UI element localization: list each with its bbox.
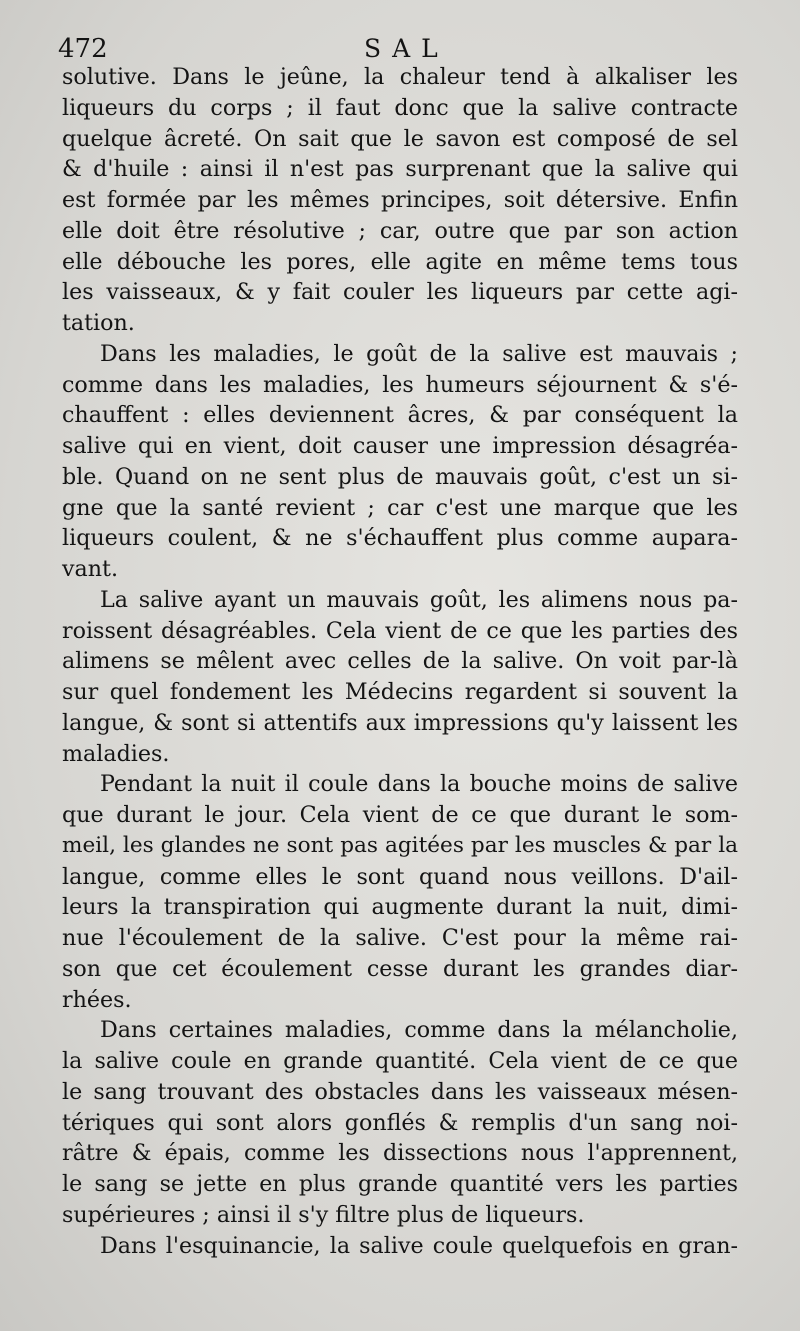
text-line: sur quel fondement les Médecins regardent si souvent la (62, 679, 738, 705)
text-line: quelque âcreté. On sait que le savon est composé de sel (62, 125, 738, 152)
paragraph-1 (62, 62, 738, 339)
text-line: le sang trouvant des obstacles dans les vaisseaux mésen- (62, 1078, 738, 1105)
text-line: ble. Quand on ne sent plus de mauvais goût, c'est un si- (62, 463, 738, 490)
text-line: chauffent : elles deviennent âcres, & par conséquent la (62, 402, 738, 429)
text-line: liqueurs coulent, & ne s'échauffent plus comme aupara- (62, 525, 738, 552)
text-line: gne que la santé revient ; car c'est une marque que les (62, 494, 738, 521)
paragraph-6 (62, 1231, 738, 1262)
paragraph-2 (62, 339, 738, 585)
text-line: & d'huile : ainsi il n'est pas surprenant que la salive qui (62, 156, 738, 183)
paragraph-3 (62, 585, 738, 770)
text-line: leurs la transpiration qui augmente durant la nuit, dimi- (62, 894, 738, 921)
text-line: nue l'écoulement de la salive. C'est pour la même rai- (62, 925, 738, 951)
text-line: langue, & sont si attentifs aux impressions qu'y laissent les (62, 709, 738, 736)
text-line: Dans les maladies, le goût de la salive est mauvais ; (100, 340, 738, 367)
text-line: tation. (62, 310, 135, 336)
text-line: tériques qui sont alors gonflés & remplis d'un sang noi- (62, 1109, 738, 1136)
text-line: liqueurs du corps ; il faut donc que la salive contracte (62, 94, 738, 121)
running-head: SAL (364, 34, 449, 63)
text-line: solutive. Dans le jeûne, la chaleur tend à alkaliser les (62, 64, 738, 90)
body-text (62, 62, 738, 1261)
text-line: langue, comme elles le sont quand nous veillons. D'ail- (62, 863, 738, 890)
text-line: la salive coule en grande quantité. Cela vient de ce que (62, 1048, 738, 1074)
text-line: Dans l'esquinancie, la salive coule quelquefois en gran- (100, 1232, 738, 1259)
paragraph-5 (62, 1015, 738, 1230)
text-line: que durant le jour. Cela vient de ce que durant le som- (62, 802, 738, 828)
text-line: son que cet écoulement cesse durant les grandes diar- (62, 955, 738, 982)
text-line: Dans certaines maladies, comme dans la mélancholie, (100, 1017, 738, 1044)
text-line: vant. (62, 556, 119, 582)
text-line: maladies. (62, 740, 170, 767)
text-line: rhées. (62, 986, 132, 1013)
paragraph-4 (62, 769, 738, 1015)
text-line: est formée par les mêmes principes, soit détersive. Enfin (62, 187, 738, 213)
text-line: meil, les glandes ne sont pas agitées par les muscles & par la (62, 832, 738, 858)
text-line: les vaisseaux, & y fait couler les liqueurs par cette agi- (62, 279, 738, 306)
text-line: supérieures ; ainsi il s'y filtre plus de liqueurs. (62, 1201, 585, 1228)
text-line: Pendant la nuit il coule dans la bouche moins de salive (100, 771, 738, 798)
text-line: alimens se mêlent avec celles de la salive. On voit par-là (62, 648, 738, 675)
text-line: râtre & épais, comme les dissections nous l'apprennent, (62, 1140, 738, 1167)
text-line: elle doit être résolutive ; car, outre que par son action (62, 217, 738, 244)
page-number: 472 (58, 34, 108, 64)
text-line: La salive ayant un mauvais goût, les alimens nous pa- (100, 586, 738, 613)
text-line: elle débouche les pores, elle agite en même tems tous (62, 248, 738, 275)
text-line: roissent désagréables. Cela vient de ce que les parties des (62, 617, 738, 644)
text-line: le sang se jette en plus grande quantité vers les parties (62, 1171, 738, 1197)
text-line: comme dans les maladies, les humeurs séjournent & s'é- (62, 371, 738, 398)
text-line: salive qui en vient, doit causer une impression désagréa- (62, 433, 738, 459)
